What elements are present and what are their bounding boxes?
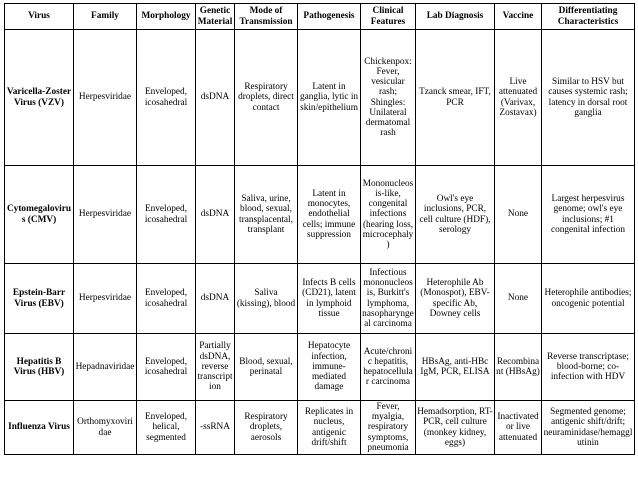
- cell-family: Hepadnaviridae: [74, 334, 137, 401]
- cell-virus: Hepatitis B Virus (HBV): [5, 334, 74, 401]
- cell-virus: Varicella-Zoster Virus (VZV): [5, 30, 74, 166]
- cell-morphology: Enveloped, icosahedral: [137, 264, 196, 334]
- cell-vaccine: Inactivated or live attenuated: [495, 401, 542, 455]
- cell-clinical-features: Fever, myalgia, respiratory symptoms, pneumonia: [361, 401, 416, 455]
- cell-pathogenesis: Replicates in nucleus, antigenic drift/shift: [298, 401, 361, 455]
- table-row-influenza: [5, 401, 635, 455]
- header-lab-diagnosis: Lab Diagnosis: [416, 4, 495, 30]
- cell-differentiating: Heterophile antibodies; oncogenic potential: [542, 264, 635, 334]
- cell-virus: Epstein-Barr Virus (EBV): [5, 264, 74, 334]
- cell-virus: Influenza Virus: [5, 401, 74, 455]
- table-header-row: [5, 4, 635, 30]
- cell-vaccine: None: [495, 264, 542, 334]
- cell-virus: Cytomegalovirus (CMV): [5, 166, 74, 264]
- cell-genetic-material: -ssRNA: [196, 401, 235, 455]
- cell-clinical-features: Acute/chronic hepatitis, hepatocellular carcinoma: [361, 334, 416, 401]
- cell-differentiating: Similar to HSV but causes systemic rash; latency in dorsal root ganglia: [542, 30, 635, 166]
- cell-pathogenesis: Latent in monocytes, endothelial cells; immune suppression: [298, 166, 361, 264]
- cell-transmission: Blood, sexual, perinatal: [235, 334, 298, 401]
- cell-genetic-material: dsDNA: [196, 264, 235, 334]
- virus-comparison-table: [4, 3, 635, 455]
- cell-genetic-material: dsDNA: [196, 166, 235, 264]
- cell-morphology: Enveloped, icosahedral: [137, 166, 196, 264]
- cell-vaccine: None: [495, 166, 542, 264]
- cell-clinical-features: Infectious mononucleosis, Burkitt's lymphoma, nasopharyngeal carcinoma: [361, 264, 416, 334]
- cell-vaccine: Recombinant (HBsAg): [495, 334, 542, 401]
- header-morphology: Morphology: [137, 4, 196, 30]
- header-family: Family: [74, 4, 137, 30]
- header-clinical-features: Clinical Features: [361, 4, 416, 30]
- cell-lab-diagnosis: Heterophile Ab (Monospot), EBV-specific Ab, Downey cells: [416, 264, 495, 334]
- cell-differentiating: Largest herpesvirus genome; owl's eye inclusions; #1 congenital infection: [542, 166, 635, 264]
- cell-family: Herpesviridae: [74, 166, 137, 264]
- cell-transmission: Respiratory droplets, direct contact: [235, 30, 298, 166]
- cell-family: Herpesviridae: [74, 264, 137, 334]
- cell-morphology: Enveloped, icosahedral: [137, 334, 196, 401]
- cell-lab-diagnosis: Owl's eye inclusions, PCR, cell culture (HDF), serology: [416, 166, 495, 264]
- cell-genetic-material: dsDNA: [196, 30, 235, 166]
- table-row-vzv: [5, 30, 635, 166]
- cell-transmission: Saliva, urine, blood, sexual, transplacental, transplant: [235, 166, 298, 264]
- cell-pathogenesis: Latent in ganglia, lytic in skin/epithelium: [298, 30, 361, 166]
- cell-vaccine: Live attenuated (Varivax, Zostavax): [495, 30, 542, 166]
- table-row-ebv: [5, 264, 635, 334]
- cell-family: Herpesviridae: [74, 30, 137, 166]
- cell-pathogenesis: Infects B cells (CD21), latent in lymphoid tissue: [298, 264, 361, 334]
- header-vaccine: Vaccine: [495, 4, 542, 30]
- cell-differentiating: Reverse transcriptase; blood-borne; co-infection with HDV: [542, 334, 635, 401]
- cell-family: Orthomyxoviridae: [74, 401, 137, 455]
- header-differentiating-characteristics: Differentiating Characteristics: [542, 4, 635, 30]
- header-pathogenesis: Pathogenesis: [298, 4, 361, 30]
- cell-pathogenesis: Hepatocyte infection, immune-mediated damage: [298, 334, 361, 401]
- cell-lab-diagnosis: Tzanck smear, IFT, PCR: [416, 30, 495, 166]
- cell-transmission: Saliva (kissing), blood: [235, 264, 298, 334]
- cell-genetic-material: Partially dsDNA, reverse transcription: [196, 334, 235, 401]
- table-row-hbv: [5, 334, 635, 401]
- cell-clinical-features: Chickenpox: Fever, vesicular rash; Shingles: Unilateral dermatomal rash: [361, 30, 416, 166]
- cell-differentiating: Segmented genome; antigenic shift/drift; neuraminidase/hemagglutinin: [542, 401, 635, 455]
- header-mode-of-transmission: Mode of Transmission: [235, 4, 298, 30]
- cell-morphology: Enveloped, icosahedral: [137, 30, 196, 166]
- cell-clinical-features: Mononucleosis-like, congenital infections (hearing loss, microcephaly): [361, 166, 416, 264]
- cell-lab-diagnosis: HBsAg, anti-HBc IgM, PCR, ELISA: [416, 334, 495, 401]
- header-virus: Virus: [5, 4, 74, 30]
- table-row-cmv: [5, 166, 635, 264]
- cell-morphology: Enveloped, helical, segmented: [137, 401, 196, 455]
- cell-transmission: Respiratory droplets, aerosols: [235, 401, 298, 455]
- comparison-table-container: [4, 3, 635, 455]
- header-genetic-material: Genetic Material: [196, 4, 235, 30]
- cell-lab-diagnosis: Hemadsorption, RT-PCR, cell culture (monkey kidney, eggs): [416, 401, 495, 455]
